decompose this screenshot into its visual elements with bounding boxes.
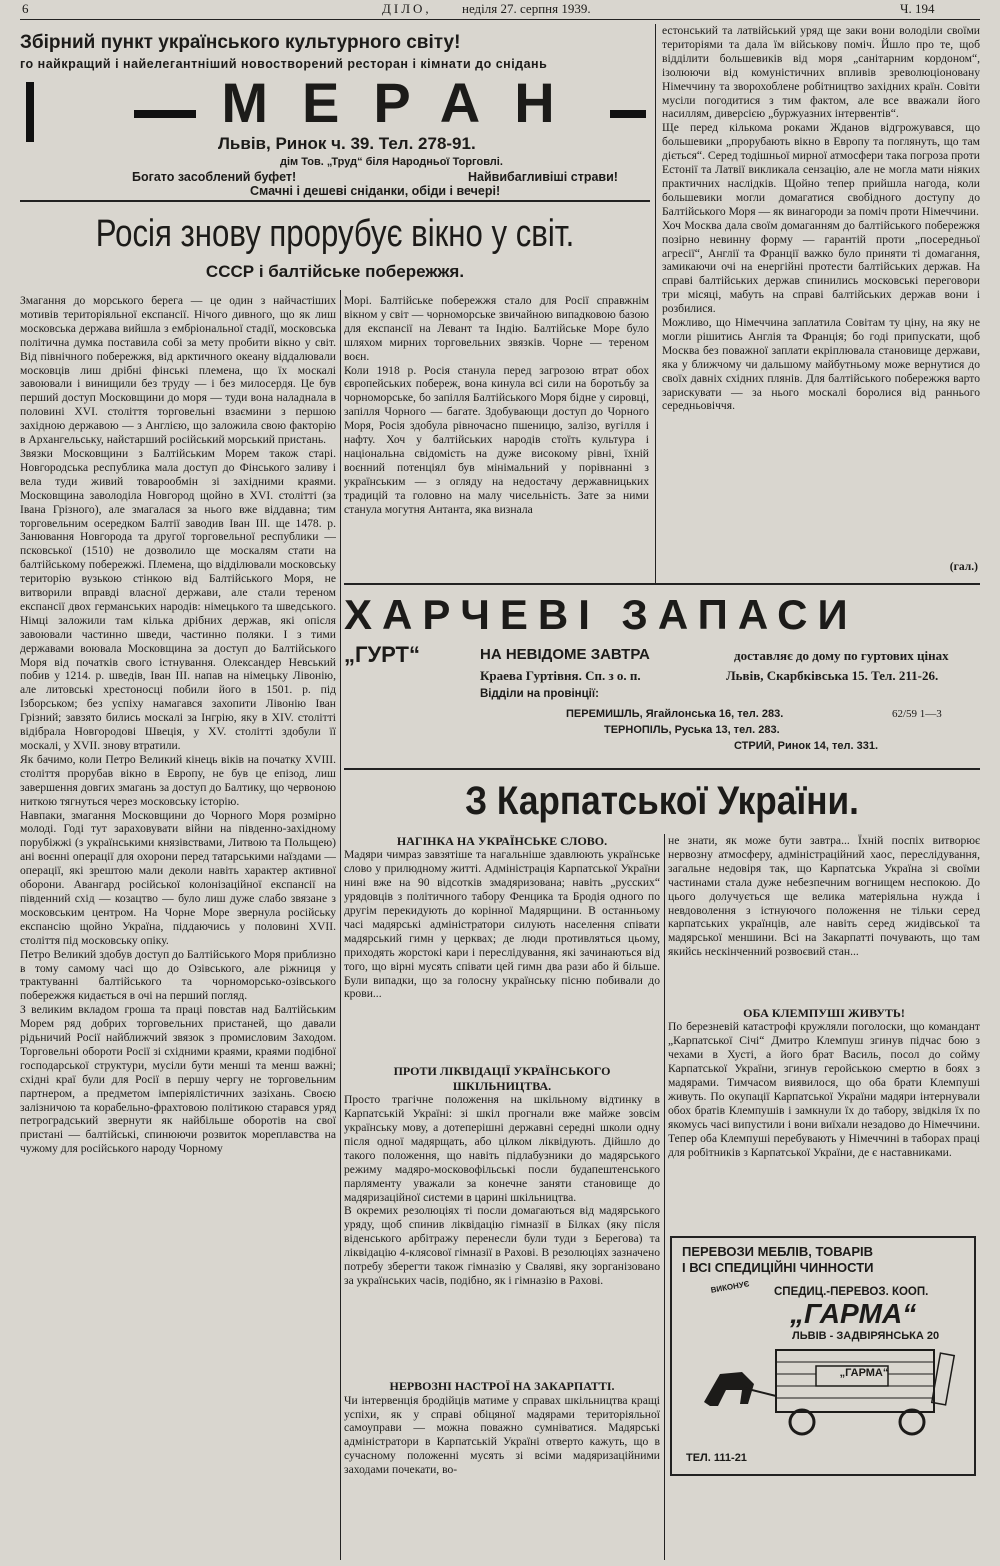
- food-ad-address: Львів, Скарбківська 15. Тел. 211-26.: [726, 668, 939, 683]
- meran-dishes: Найвибагливіші страви!: [468, 170, 618, 184]
- paper-name: ДІЛО,: [382, 1, 432, 16]
- carpathian-text5: По березневій катастрофі кружляли поголоски, що командант „Карпатської Січі“ Дмитро Клемпуш згинув підчас бою з чехами в Хусті, а його брат Василь, посол до сойму Карпатської України, згинув геройською смертю в боях з мадярами. Тимчасом виявилося, що оба брати Клемпуші живуть. По окупації Карпатської України мадяри інтернували обох братів Клемпушів і замкнули їх до табору, звідкіля їх по якомусь часі випустили і вони виїхали незадово до Німеччини. Тепер оба Клемпуші перебувають у Німеччині в таборах праці для робітників з Карпатської України, де є наставниками.: [668, 1020, 980, 1159]
- carpathian-col1: [344, 834, 660, 1560]
- masthead: [0, 0, 1000, 20]
- food-ad-headline: ХАРЧЕВІ ЗАПАСИ: [344, 591, 858, 638]
- garma-name: „ГАРМА“: [790, 1298, 917, 1329]
- carpathian-sub2: ПРОТИ ЛІКВІДАЦІЇ УКРАЇНСЬКОГО ШКІЛЬНИЦТВА.: [393, 1064, 611, 1093]
- meran-building: дім Тов. „Труд“ біля Народньої Торговлі.: [280, 156, 503, 168]
- carpathian-text1: Мадяри чимраз завзятіше та нагальніше здавлюють українське слово у прилюдному житті. Адміністрація Карпатської України нині вже на 90 відсотків змадяризована; навіть „русских“ урядовців з політичного табору Фенцика та Бродія одного по другім перекидують до корінної Мадярщини. В останньому часі мадярські адміністратори силують населення співати мадярський гимн у церквах; де люди противляться цьому, приходять жорстокі кари і переслідування, які зачинаються від того, що вірні мусять співати цей гимн два рази або й більше. Були випадки, що за голосну українську пісню побивали до крови...: [344, 848, 660, 1001]
- meran-ad: [20, 28, 650, 196]
- garma-address: ЛЬВІВ - ЗАДВІРЯНСЬКА 20: [792, 1330, 940, 1342]
- article-carpathian-title: З Карпатської України.: [465, 779, 859, 823]
- food-ad-brand: „ГУРТ“: [344, 642, 420, 667]
- carpathian-sub4: ОБА КЛЕМПУШІ ЖИВУТЬ!: [743, 1006, 905, 1020]
- garma-line1: ПЕРЕВОЗИ МЕБЛІВ, ТОВАРІВ: [682, 1244, 874, 1259]
- moving-van-icon: [684, 1344, 964, 1440]
- food-ad-branches-title: Відділи на провінції:: [480, 688, 599, 700]
- food-ad-bottom-rule: [344, 768, 980, 770]
- food-ad-company: Краева Гуртівня. Сп. з о. п.: [480, 668, 641, 683]
- issue-number: Ч. 194: [900, 1, 935, 16]
- article-russia-col2: Морі. Балтійське побережжя стало для Росії справжнім вікном у світ — чорноморське звичайною випадковою базою для експансії на Левант та Індію. Балтійське Море було шляхом мирних торговельних звязків. Чорне — тереном воєн. Коли 1918 р. Росія станула перед загрозою втрат обох європейських побереж, вона кинула всі сили на боротьбу за чорноморське, бо запілля Балтійського Моря бідне у сировці, запілля Чорного — багате. Здобувающи доступ до Чорного Моря, Росія здобула рівночасно пшеницю, залізо, вугілля і нафту. Хоч у балтійських народів стоїть культура і національна свідомість на дуже високому рівні, їхній воєнний потенціял був мінімальний у порівнанні з українським — з огляду на недостачу державницьких традицій та головно на малу чисельність. Зате за ними станула могутня Антанта, яка визнала: [344, 294, 649, 516]
- column-rule-1: [340, 290, 341, 1560]
- garma-ad: [670, 1236, 976, 1476]
- masthead-rule: [20, 19, 980, 20]
- meran-meals: Смачні і дешеві сніданки, обіди і вечері!: [250, 184, 501, 198]
- column-rule-2: [655, 24, 656, 584]
- garma-tag: ВИКОНУЄ: [710, 1279, 751, 1295]
- meran-buffet: Богато засоблений буфет!: [132, 170, 297, 184]
- carpathian-text3: Чи інтервенція бродійців матиме у справах шкільництва кращі успіхи, як у справі обіцяної мадярами територіяльної самоуправи — можна поважно сумніватися. Мадярські адміністратори в Карпатській Україні отверто кажуть, що в сучасному положенні мусять зі всіми мадяризаційними заходами почекати, во-: [344, 1393, 660, 1477]
- meran-subline: го найкращий і найелегантніший новостворений ресторан і кімнати до снідань: [20, 57, 548, 71]
- issue-date: неділя 27. серпня 1939.: [462, 1, 591, 16]
- meran-headline: Збірний пункт українського культурного світу!: [20, 32, 461, 53]
- carpathian-sub3: НЕРВОЗНІ НАСТРОЇ НА ЗАКАРПАТТІ.: [389, 1379, 615, 1394]
- page-number: 6: [22, 1, 29, 16]
- carpathian-col2: [668, 834, 980, 1234]
- article-russia-title: Росія знову прорубує вікно у світ.: [95, 213, 575, 255]
- food-ad-branch-1: ПЕРЕМИШЛЬ, Ягайлонська 16, тел. 283.: [566, 708, 784, 720]
- column-rule-3: [664, 834, 665, 1560]
- meran-left-dash: [134, 110, 196, 118]
- article-russia-col3: естонський та латвійський уряд ще заки вони володіли своїми територіями та дала їм військову поміч. Йшло про те, щоб відділити большевиків від моря „санітарним кордоном“, ізолюючи від комуністичних впливів зреволюціоновану Німеччину та зворохоблене робітництво західних країн. Совіти мусіли погодитися з тим фактом, але все вважали його насиллям, диверсією „буржуазних інтервентів“. Ще перед кількома роками Жданов відгрожувався, що большевики „прорубають вікно в Европу та поглянуть, що там діється“. Серед тодішньої мирної атмосфери така погроза проти Естонії та Латвії викликала сензацію, але не могла мати ніяких практичних наслідків. Щойно тепер прийшла нагода, коли большевики могли домагатися свобідного доступу до Балтійського Моря — як винагороди за поміч проти Німеччини. Хоч Москва дала своїм домаганням до балтійського побережжя позірно невинну форму — гарантій проти „посередньої агресії“, Англії та Франції важко було приняти ті домагання, замикаючи очі на енергійні протести балтійських держав. На справі балтійських держав спинились московські переговори три місяці, мабуть на справі балтійських держав вони і розбилися. Можливо, що Німеччина заплатила Совітам ту ціну, на яку не могли рішитись Англія та Франція; бо годі припускати, щоб Москва без поважної заплати екріплювала становище держави, яка у ближчому чи дальшому майбутньому може вернутися до своїх давніх східних плянів. Для балтійського побережжя варто зарискувати — за нього москалі боролися від раннього середньовіччя.: [662, 24, 980, 413]
- garma-phone: ТЕЛ. 111-21: [686, 1452, 747, 1464]
- garma-coop: СПЕДИЦ.-ПЕРЕВОЗ. КООП.: [774, 1286, 929, 1298]
- food-ad: [344, 590, 980, 760]
- meran-right-dash: [610, 110, 646, 118]
- article-russia-col1: Змагання до морського берега — це один з найчастіших мотивів територіяльної експансії. Нічого дивного, що як лиш московська держава вийшла з ембріональної стадії, московська політична думка поставила собі за мету пробити вікно у світ. Від північного побережжя, від арктичного океану віддалювали московців лиш дрібні фінські племена, що їх москалі завоювали і винищили без труду — і без милосердя. Це був перший доступ Московщини до моря — туди вона наладнала в половині XVI. століття торговельні взаємини з першою західною державою — з Англією, що заложила свою факторію в Архангельську, найстарший російський морський пристань. Звязки Московщини з Балтійським Морем також старі. Новгородська республика мала доступ до Фінського заливу і вела туди живий товарообмін зі західними краями. Московщина заволоділа Новгород щойно в XVI. столітті (за Івана Грізного), але змагалася за нього вже віддавна; тим торговельним осередком Балтії заводив Іван III. ще 1478. р. Занювання Новгорода та другої торговельної республики — псковської (1510) не дозволило ще москалям стати на балтійському побережжі. Племена, що відділювали московську територію вузькою стінкою від Балтійського Моря, не витворили вправді власної держави, але стали тереном експансії двох германських народів: німецького та шведського. Німці заложили там кілька дрібних держав, які опісля завоювали частинно шведи, частинно поляки. І з тими державами воювала Московщина за доступ до Балтійського Моря від початків свого істнування. Олександер Невський побив у 1214. р. шведів, Іван III. напав на німецьку Лівонію, але литовські хрестоносці побили його в 1501. р. під Ізборськом; без успіху намагався захопити Лівонію Іван Грізний; завзято бились москалі за Інгрію, яку в XIV. столітті відібрала Новгородові Швеція, у XV. столітті здобули її москалі, у XVII. знову втратили. Як бачимо, коли Петро Великий кінець віків на початку XVIII. століття прорубав вікно в Европу, не був це епізод, лиш завершення довгих змагань за доступ до Балтику, що червоною ниткою тягнуться через московську історію. Навпаки, змагання Московщини до Чорного Моря розмірно молоді. Годі тут зараховувати війни на південно-західному порубіжжі (з українськими князівствами, Литвою та Польщею) ані воєнні операції для охорони перед татарськими наїздами — операції, які зрештою мали деколи навіть характер активної оборони. Авангард російської колонізаційної експансії на південний схід — козацтво — було лиш дуже слабо звязане з московським центром. На Чорне Море звернула російську експансію щойно Україна, піддаючись у половині XVII. століття під московську опіку. Петро Великий здобув доступ до Балтійського Моря приблизно в тому самому часі що до Озівського, але ріжниця у трактуванні балтійського та чорноморсько-озівського побережжя кидається в очі на перший погляд. З великим вкладом гроша та праці повстав над Балтійським Морем ряд добрих торговельних пристаней, що давали рідьничий Росії найближчий звязок з промисловим Заходом. Торговельні обороти Росії зі східними краями, краями подібної господарської структури, мусіли бути менші та менш важні; східні краї були для Росії в першу чергу не торговельним партнером, а предметом імперіялістичних зазіхань. Своєю залізничою та корабельно-фрахтовою політикою старався уряд петроградський звернути як найбільше оборотів на свої пристані — балтійські, спинюючи розвиток мореплавства на чужому для російського народу Чорному: [20, 294, 336, 1156]
- carpathian-text2: Просто трагічне положення на шкільному відтинку в Карпатській Україні: зі шкіл прогнали вже майже зовсім українську мову, а дотеперішні державні середні школи одну після одної мадярщать, або цілком ліквідують. Дійшло до такого положення, що навіть підлабузники до мадярського режиму мадяро-московофільські посли будапештенського парляменту уважали за конечне заняти становище до мадяризаційної системи в царині шкільництва. В окремих резолюціях ті посли домагаються від мадярського уряду, щоб спинив ліквідацію гімназії в Білках (яку після віденського арбітражу перенесли були туди з Берегова) та ліквідацію 4-клясової гімназії в Рахові. В резолюціях зазначено потребу зберегти також гімназію у Сваляві, яку зорганізовано за українських часів, подібно, як і гімназію в Рахові.: [344, 1093, 660, 1287]
- meran-rule: [20, 200, 650, 202]
- food-ad-top-rule: [344, 583, 980, 585]
- carpathian-sub1: НАГІНКА НА УКРАЇНСЬКЕ СЛОВО.: [396, 834, 608, 848]
- food-ad-delivery: доставляє до дому по гуртових цінах: [734, 648, 949, 663]
- carpathian-text4: не знати, як може бути завтра... Їхній поспіх витворює нервозну атмосферу, адміністраційний хаос, переслідування, загальне недовіря так, що Карпатська Україна зі своїми частинами стала дуже небезпечним вогнищем неспокою. До цього долучується ще велика матеріяльна нужда і невдоволення з істнуючого положення не тільки серед карпатських українців, але навіть серед жидівської та мадярської меншини. Всі на Закарпатті почувають, що там якийсь нескінченний розвоєвий стан...: [668, 834, 980, 959]
- food-ad-branch-3: СТРИЙ, Ринок 14, тел. 331.: [734, 740, 879, 752]
- article-russia-subtitle: СССР і балтійське побережжя.: [205, 262, 465, 281]
- garma-line2: І ВСІ СПЕДИЦІЙНІ ЧИННОСТИ: [682, 1260, 874, 1275]
- garma-van-label: „ГАРМА“: [839, 1367, 889, 1379]
- meran-name: МЕРАН: [221, 72, 589, 134]
- food-ad-code: 62/59 1—3: [892, 708, 942, 720]
- meran-left-bar: [26, 82, 34, 142]
- meran-address: Львів, Ринок ч. 39. Тел. 278-91.: [218, 134, 476, 153]
- food-ad-branch-2: ТЕРНОПІЛЬ, Руська 13, тел. 283.: [604, 724, 780, 736]
- article-signature: (гал.): [949, 560, 978, 573]
- food-ad-slogan: НА НЕВІДОМЕ ЗАВТРА: [480, 646, 650, 663]
